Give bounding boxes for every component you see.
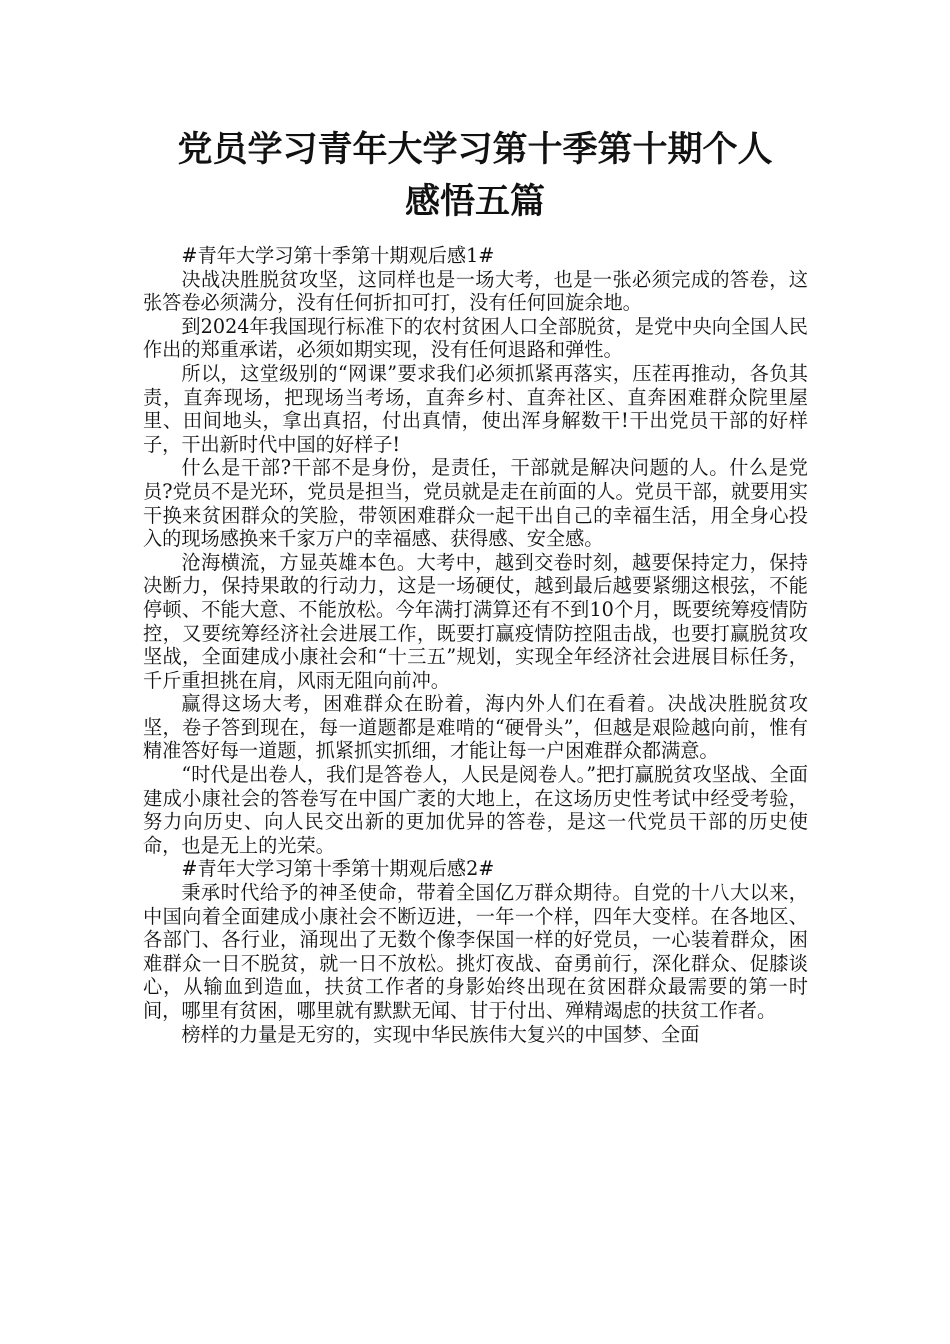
document-body <box>143 244 808 1046</box>
paragraph: 沧海横流，方显英雄本色。大考中，越到交卷时刻，越要保持定力，保持决断力，保持果敢的行动力，这是一场硬仗，越到最后越要紧绷这根弦，不能停顿、不能大意、不能放松。今年满打满算还有不到10个月，既要统筹疫情防控，又要统筹经济社会进展工作，既要打赢疫情防控阻击战，也要打赢脱贫攻坚战，全面建成小康社会和“十三五”规划，实现全年经济社会进展目标任务，千斤重担挑在肩，风雨无阻向前冲。 <box>143 550 808 692</box>
title-line-2: 感悟五篇 <box>404 182 545 222</box>
paragraph: “时代是出卷人，我们是答卷人，人民是阅卷人。”把打赢脱贫攻坚战、全面建成小康社会的答卷写在中国广袤的大地上，在这场历史性考试中经受考验，努力向历史、向人民交出新的更加优异的答卷，是这一代党员干部的历史使命，也是无上的光荣。 <box>143 763 808 857</box>
paragraph: 什么是干部?干部不是身份，是责任，干部就是解决问题的人。什么是党员?党员不是光环，党员是担当，党员就是走在前面的人。党员干部，就要用实干换来贫困群众的笑脸，带领困难群众一起干出自己的幸福生活，用全身心投入的现场感换来千家万户的幸福感、获得感、安全感。 <box>143 456 808 551</box>
paragraph: 决战决胜脱贫攻坚，这同样也是一场大考，也是一张必须完成的答卷，这张答卷必须满分，没有任何折扣可打，没有任何回旋余地。 <box>143 267 808 315</box>
section-heading-2: #青年大学习第十季第十期观后感2# <box>181 857 495 881</box>
title-line-1: 党员学习青年大学习第十季第十期个人 <box>177 130 773 170</box>
paragraph: 秉承时代给予的神圣使命，带着全国亿万群众期待。自党的十八大以来，中国向着全面建成小康社会不断迈进，一年一个样，四年大变样。在各地区、各部门、各行业，涌现出了无数个像李保国一样的好党员，一心装着群众，困难群众一日不脱贫，就一日不放松。挑灯夜战、奋勇前行，深化群众、促膝谈心，从输血到造血，扶贫工作者的身影始终出现在贫困群众最需要的第一时间，哪里有贫困，哪里就有默默无闻、甘于付出、殚精竭虑的扶贫工作者。 <box>143 881 808 1022</box>
section-heading-1: #青年大学习第十季第十期观后感1# <box>181 244 495 267</box>
paragraph: 榜样的力量是无穷的，实现中华民族伟大复兴的中国梦、全面 <box>181 1022 700 1046</box>
paragraph: 所以，这堂级别的“网课”要求我们必须抓紧再落实，压茬再推动，各负其责，直奔现场，把现场当考场，直奔乡村、直奔社区、直奔困难群众院里屋里、田间地头，拿出真招，付出真情，使出浑身解数干!干出党员干部的好样子，干出新时代中国的好样子! <box>143 361 808 456</box>
document-title <box>120 124 830 228</box>
paragraph: 赢得这场大考，困难群众在盼着，海内外人们在看着。决战决胜脱贫攻坚，卷子答到现在，每一道题都是难啃的“硬骨头”，但越是艰险越向前，惟有精准答好每一道题，抓紧抓实抓细，才能让每一户困难群众都满意。 <box>143 692 808 763</box>
paragraph: 到2024年我国现行标准下的农村贫困人口全部脱贫，是党中央向全国人民作出的郑重承诺，必须如期实现，没有任何退路和弹性。 <box>143 314 808 362</box>
